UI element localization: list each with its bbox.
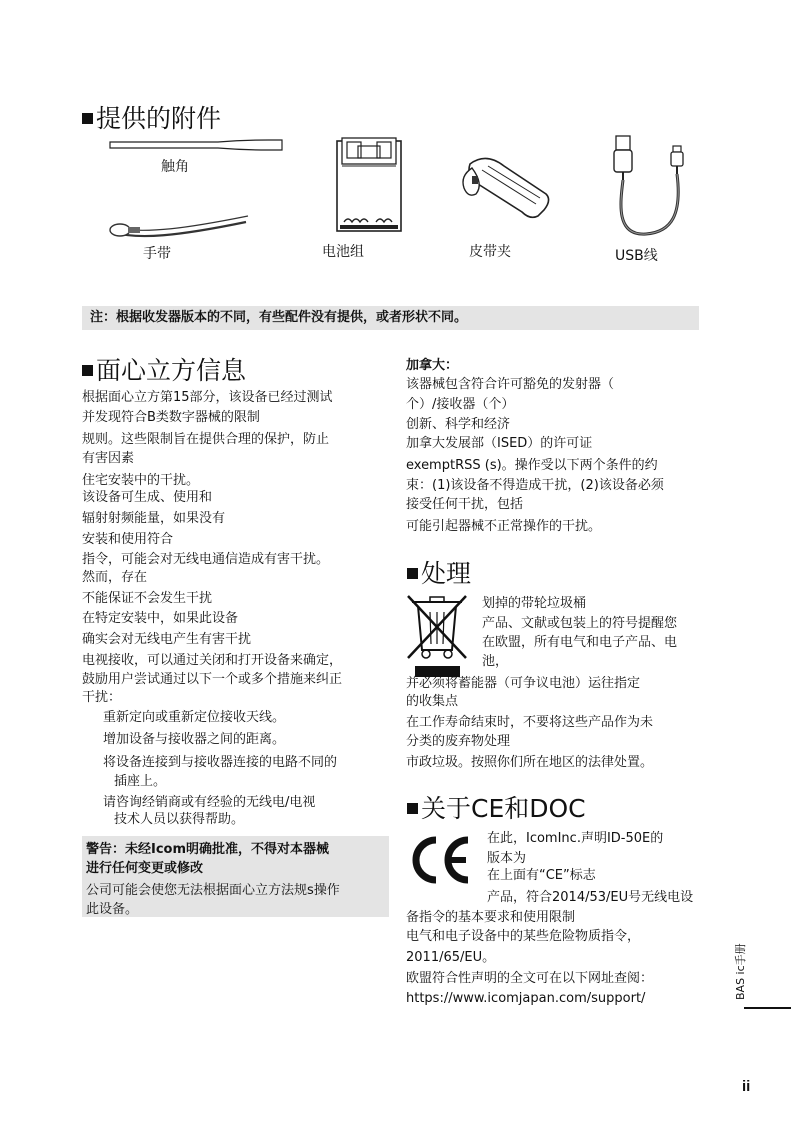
fcc-line: 住宅安装中的干扰。 — [82, 473, 200, 488]
side-tab-rule — [744, 1007, 791, 1009]
ce-line: 在上面有“CE”标志 — [487, 868, 596, 883]
heading-bullet-icon — [407, 803, 418, 814]
disposal-line: 分类的废弃物处理 — [406, 734, 511, 749]
ce-line: 电气和电子设备中的某些危险物质指令， — [406, 929, 641, 944]
crossed-bin-icon — [406, 592, 468, 678]
stylus-illustration — [108, 138, 284, 152]
accessories-note: 注：根据收发器版本的不同，有些配件没有提供，或者形状不同。 — [82, 306, 699, 330]
heading-bullet-icon — [407, 568, 418, 579]
canada-heading: 加拿大： — [406, 358, 459, 373]
fcc-line: 在特定安装中，如果此设备 — [82, 611, 239, 626]
canada-line: 加拿大发展部（ISED）的许可证 — [406, 436, 593, 451]
ce-line: 产品，符合2014/53/EU号无线电设 — [487, 890, 694, 905]
ce-support-link[interactable]: https://www.icomjapan.com/support/ — [406, 991, 646, 1006]
disposal-line: 并必须将蓄能器（可争议电池）运往指定 — [406, 676, 641, 691]
strap-label: 手带 — [143, 246, 171, 262]
canada-line: 束：(1)该设备不得造成干扰，(2)该设备必须 — [406, 478, 664, 493]
page-number: ii — [742, 1078, 751, 1095]
heading-bullet-icon — [82, 113, 93, 124]
fcc-line: 指令，可能会对无线电通信造成有害干扰。 — [82, 552, 330, 567]
ce-line: 2011/65/EU。 — [406, 950, 496, 965]
fcc-line: 确实会对无线电产生有害干扰 — [82, 632, 252, 647]
ce-line: 版本为 — [487, 851, 527, 866]
ce-line: 欧盟符合性声明的全文可在以下网址查阅： — [406, 971, 654, 986]
canada-line: 可能引起器械不正常操作的干扰。 — [406, 519, 602, 534]
fcc-line: 不能保证不会发生干扰 — [82, 591, 213, 606]
fcc-line: 干扰： — [82, 690, 122, 705]
disposal-line: 的收集点 — [406, 694, 459, 709]
disposal-line: 在工作寿命结束时，不要将这些产品作为未 — [406, 715, 654, 730]
ce-heading: 关于CE和DOC — [407, 794, 586, 824]
fcc-line: 该设备可生成、使用和 — [82, 490, 213, 505]
fcc-measure-item: 请咨询经销商或有经验的无线电/电视 — [103, 795, 316, 810]
fcc-warning-body: 公司可能会使您无法根据面心立方法规s操作 — [86, 883, 340, 898]
accessories-heading: 提供的附件 — [82, 104, 221, 134]
fcc-line: 鼓励用户尝试通过以下一个或多个措施来纠正 — [82, 672, 343, 687]
strap-illustration — [108, 214, 254, 240]
belt-clip-illustration — [456, 154, 552, 220]
side-tab-label: BAS ic手册 — [734, 943, 747, 1000]
fcc-warning-title: 警告：未经Icom明确批准，不得对本器械 — [86, 842, 330, 857]
ce-line: 在此，IcomInc.声明ID-50E的 — [487, 831, 664, 846]
canada-line: 该器械包含符合许可豁免的发射器（ — [406, 377, 615, 392]
fcc-line: 并发现符合B类数字器械的限制 — [82, 410, 260, 425]
fcc-line: 电视接收，可以通过关闭和打开设备来确定， — [82, 653, 343, 668]
disposal-line: 产品、文献或包装上的符号提醒您 — [482, 616, 678, 631]
fcc-line: 有害因素 — [82, 451, 135, 466]
disposal-line: 池， — [482, 654, 509, 669]
battery-illustration — [334, 136, 404, 234]
usb-cable-illustration — [606, 134, 692, 240]
disposal-line: 在欧盟，所有电气和电子产品、电 — [482, 635, 678, 650]
ce-line: 备指令的基本要求和使用限制 — [406, 910, 576, 925]
disposal-heading: 处理 — [407, 559, 471, 589]
fcc-line: 规则。这些限制旨在提供合理的保护，防止 — [82, 432, 330, 447]
fcc-measure-item: 将设备连接到与接收器连接的电路不同的 — [103, 755, 338, 770]
fcc-line: 根据面心立方第15部分，该设备已经过测试 — [82, 390, 333, 405]
fcc-measure-item: 技术人员以获得帮助。 — [114, 812, 245, 827]
usb-cable-label: USB线 — [615, 248, 658, 264]
belt-clip-label: 皮带夹 — [469, 244, 511, 260]
disposal-line: 市政垃圾。按照你们所在地区的法律处置。 — [406, 755, 654, 770]
canada-line: 接受任何干扰，包括 — [406, 497, 524, 512]
disposal-line: 划掉的带轮垃圾桶 — [482, 596, 587, 611]
canada-line: exemptRSS (s)。操作受以下两个条件的约 — [406, 458, 658, 473]
canada-line: 创新、科学和经济 — [406, 417, 511, 432]
fcc-measure-item: 增加设备与接收器之间的距离。 — [103, 732, 286, 747]
fcc-line: 安装和使用符合 — [82, 532, 174, 547]
canada-line: 个）/接收器（个） — [406, 397, 515, 412]
heading-bullet-icon — [82, 365, 93, 376]
stylus-label: 触角 — [161, 159, 189, 175]
battery-label: 电池组 — [322, 244, 364, 260]
fcc-line: 辐射射频能量，如果没有 — [82, 511, 226, 526]
fcc-heading: 面心立方信息 — [82, 356, 246, 386]
fcc-measure-item: 重新定向或重新定位接收天线。 — [103, 710, 286, 725]
fcc-line: 然而，存在 — [82, 570, 148, 585]
fcc-warning-body: 此设备。 — [86, 902, 139, 917]
fcc-measure-item: 插座上。 — [114, 774, 167, 789]
ce-mark-icon — [406, 834, 474, 886]
fcc-warning-title: 进行任何变更或修改 — [86, 861, 204, 876]
